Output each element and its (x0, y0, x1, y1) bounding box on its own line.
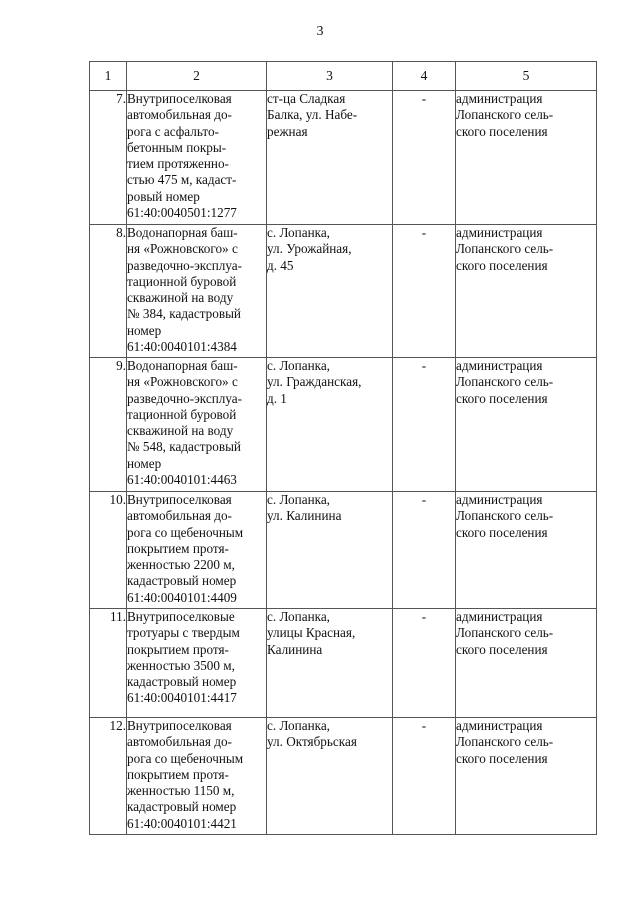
table-row (90, 492, 597, 609)
object-name-cell-line: стью 475 м, кадаст- (127, 172, 237, 188)
owner-cell-line: ского поселения (456, 641, 548, 657)
row-number: 8. (90, 225, 127, 358)
address-cell (267, 718, 393, 835)
object-name-cell-line: тием протяженно- (127, 156, 229, 172)
object-name-cell-line: скважиной на воду (127, 290, 234, 306)
address-cell-line: Калинина (267, 641, 323, 657)
object-name-cell-line: 61:40:0040101:4463 (127, 472, 237, 488)
owner-cell-line: администрация (456, 609, 543, 624)
owner-cell-line: администрация (456, 91, 543, 106)
header-cell-4: 4 (393, 62, 456, 91)
object-name-cell-line: разведочно-эксплуа- (127, 257, 243, 273)
object-name-cell-line: кадастровый номер (127, 799, 237, 815)
object-name-cell-line: Внутрипоселковая (127, 91, 232, 106)
owner-cell-line: Лопанского сель- (456, 734, 554, 750)
object-name-cell-line: 61:40:0040101:4421 (127, 815, 237, 831)
owner-cell-line: ского поселения (456, 750, 548, 766)
column-4-cell: - (393, 492, 456, 609)
address-cell-line: д. 1 (267, 390, 287, 406)
object-name-cell-line: автомобильная до- (127, 508, 232, 524)
object-name-cell-line: рога с асфальто- (127, 123, 219, 139)
column-4-cell: - (393, 609, 456, 718)
owner-cell-line: администрация (456, 492, 543, 507)
object-name-cell-line: женностью 3500 м, (127, 657, 235, 673)
object-name-cell-line: разведочно-эксплуа- (127, 390, 243, 406)
row-number: 9. (90, 358, 127, 492)
object-name-cell-line: ня «Рожновского» с (127, 241, 238, 257)
object-name-cell-line: номер (127, 322, 162, 338)
object-name-cell (127, 225, 267, 358)
property-table (89, 61, 597, 835)
object-name-cell-line: кадастровый номер (127, 674, 237, 690)
owner-cell (456, 609, 597, 718)
object-name-cell (127, 718, 267, 835)
object-name-cell-line: бетонным покры- (127, 139, 227, 155)
object-name-cell-line: Внутрипоселковая (127, 718, 232, 733)
row-number: 11. (90, 609, 127, 718)
header-cell-5: 5 (456, 62, 597, 91)
address-cell-line: с. Лопанка, (267, 609, 330, 624)
owner-cell-line: ского поселения (456, 390, 548, 406)
object-name-cell-line: № 548, кадастровый (127, 439, 241, 455)
address-cell-line: с. Лопанка, (267, 225, 330, 240)
object-name-cell (127, 609, 267, 718)
owner-cell-line: ского поселения (456, 257, 548, 273)
object-name-cell-line: тационной буровой (127, 406, 237, 422)
object-name-cell (127, 91, 267, 225)
owner-cell-line: Лопанского сель- (456, 107, 554, 123)
address-cell-line: с. Лопанка, (267, 492, 330, 507)
header-cell-3: 3 (267, 62, 393, 91)
address-cell (267, 609, 393, 718)
object-name-cell-line: автомобильная до- (127, 107, 232, 123)
owner-cell-line: администрация (456, 718, 543, 733)
address-cell-line: ул. Урожайная, (267, 241, 352, 257)
object-name-cell-line: ровый номер (127, 188, 200, 204)
table-row (90, 609, 597, 718)
address-cell-line: с. Лопанка, (267, 358, 330, 373)
object-name-cell-line: рога со щебеночным (127, 750, 244, 766)
object-name-cell-line: кадастровый номер (127, 573, 237, 589)
address-cell-line: улицы Красная, (267, 625, 356, 641)
owner-cell (456, 358, 597, 492)
object-name-cell-line: Водонапорная баш- (127, 358, 238, 373)
object-name-cell-line: Внутрипоселковые (127, 609, 235, 624)
object-name-cell (127, 492, 267, 609)
address-cell-line: с. Лопанка, (267, 718, 330, 733)
object-name-cell-line: 61:40:0040501:1277 (127, 205, 237, 221)
address-cell (267, 225, 393, 358)
object-name-cell-line: женностью 1150 м, (127, 783, 235, 799)
address-cell-line: ул. Гражданская, (267, 374, 362, 390)
owner-cell (456, 492, 597, 609)
address-cell-line: Балка, ул. Набе- (267, 107, 358, 123)
object-name-cell-line: рога со щебеночным (127, 524, 244, 540)
column-4-cell: - (393, 718, 456, 835)
object-name-cell-line: номер (127, 455, 162, 471)
column-4-cell: - (393, 225, 456, 358)
object-name-cell-line: тационной буровой (127, 273, 237, 289)
object-name-cell (127, 358, 267, 492)
address-cell (267, 91, 393, 225)
owner-cell (456, 225, 597, 358)
object-name-cell-line: скважиной на воду (127, 423, 234, 439)
header-row (90, 62, 597, 91)
address-cell (267, 492, 393, 609)
address-cell-line: ул. Октябрьская (267, 734, 357, 750)
address-cell-line: режная (267, 123, 308, 139)
table-row (90, 358, 597, 492)
column-4-cell: - (393, 358, 456, 492)
owner-cell-line: Лопанского сель- (456, 625, 554, 641)
header-cell-2: 2 (127, 62, 267, 91)
owner-cell-line: ского поселения (456, 524, 548, 540)
owner-cell (456, 718, 597, 835)
object-name-cell-line: покрытием протя- (127, 766, 229, 782)
table-row (90, 225, 597, 358)
object-name-cell-line: покрытием протя- (127, 641, 229, 657)
owner-cell-line: администрация (456, 358, 543, 373)
owner-cell-line: Лопанского сель- (456, 374, 554, 390)
table-row (90, 718, 597, 835)
address-cell-line: д. 45 (267, 257, 294, 273)
row-number: 7. (90, 91, 127, 225)
address-cell-line: ст-ца Сладкая (267, 91, 346, 106)
object-name-cell-line: № 384, кадастровый (127, 306, 241, 322)
row-number: 10. (90, 492, 127, 609)
table-row (90, 91, 597, 225)
object-name-cell-line: Внутрипоселковая (127, 492, 232, 507)
owner-cell-line: администрация (456, 225, 543, 240)
object-name-cell-line: женностью 2200 м, (127, 557, 235, 573)
owner-cell-line: Лопанского сель- (456, 508, 554, 524)
object-name-cell-line: 61:40:0040101:4384 (127, 339, 237, 355)
owner-cell-line: Лопанского сель- (456, 241, 554, 257)
object-name-cell-line: 61:40:0040101:4409 (127, 589, 237, 605)
column-4-cell: - (393, 91, 456, 225)
table-body (90, 91, 597, 835)
object-name-cell-line: ня «Рожновского» с (127, 374, 238, 390)
object-name-cell-line: Водонапорная баш- (127, 225, 238, 240)
address-cell (267, 358, 393, 492)
object-name-cell-line: тротуары с твердым (127, 625, 240, 641)
object-name-cell-line: автомобильная до- (127, 734, 232, 750)
page-number: 3 (316, 24, 324, 39)
row-number: 12. (90, 718, 127, 835)
object-name-cell-line: 61:40:0040101:4417 (127, 690, 237, 706)
header-cell-1: 1 (90, 62, 127, 91)
owner-cell-line: ского поселения (456, 123, 548, 139)
address-cell-line: ул. Калинина (267, 508, 342, 524)
owner-cell (456, 91, 597, 225)
object-name-cell-line: покрытием протя- (127, 540, 229, 556)
